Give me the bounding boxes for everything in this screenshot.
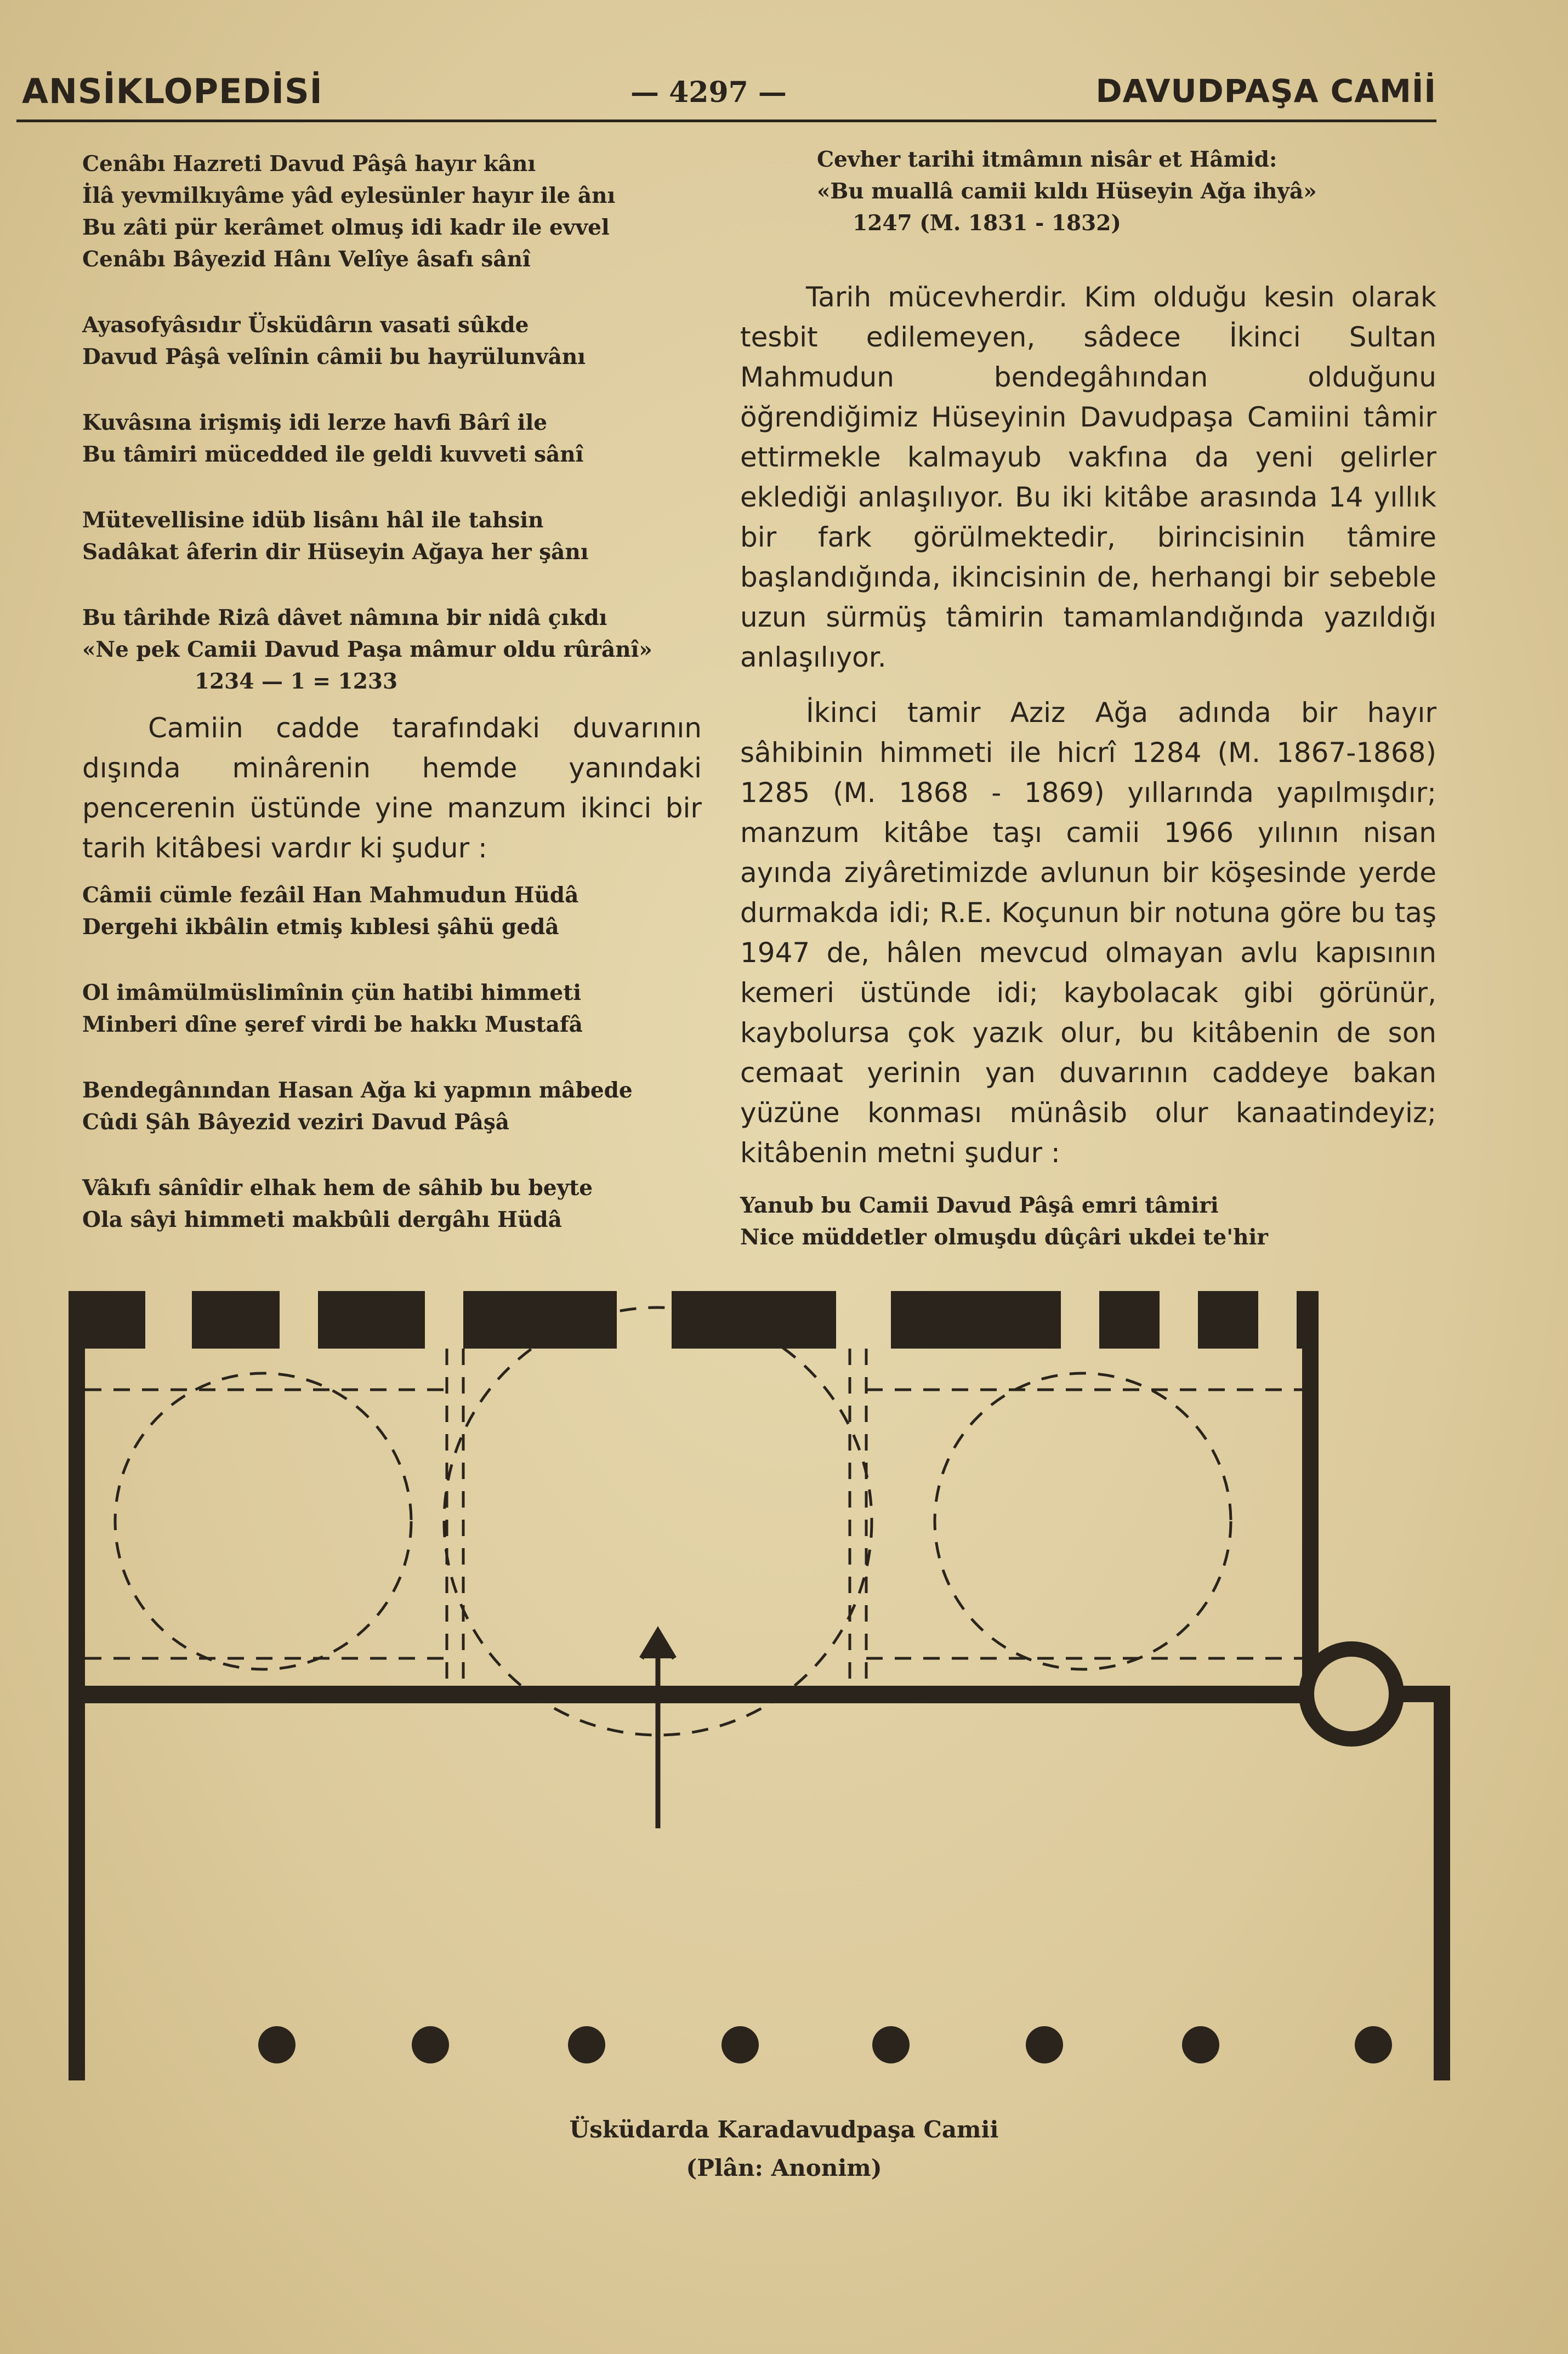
poem-line: Bu zâti pür kerâmet olmuş idi kadr ile evvel bbox=[82, 215, 610, 240]
poem-date: 1247 (M. 1831 - 1832) bbox=[853, 211, 1121, 236]
figure-caption bbox=[0, 2111, 1568, 2187]
poem-line: Bu tâmiri mücedded ile geldi kuvveti sânî bbox=[82, 442, 584, 467]
left-column bbox=[82, 148, 702, 1270]
poem-line: Câmii cümle fezâil Han Mahmudun Hüdâ bbox=[82, 883, 579, 908]
poem-line: Ayasofyâsıdır Üsküdârın vasati sûkde bbox=[82, 312, 529, 338]
floor-plan-drawing bbox=[69, 1291, 1450, 2080]
poem-date: 1234 — 1 = 1233 bbox=[194, 669, 398, 694]
poem-stanza bbox=[82, 602, 702, 697]
poem-line: Ol imâmülmüslimînin çün hatibi himmeti bbox=[82, 980, 582, 1005]
poem-line: Kuvâsına irişmiş idi lerze havfi Bârî ile bbox=[82, 410, 548, 435]
poem-line: İlâ yevmilkıyâme yâd eylesünler hayır ile ânı bbox=[82, 183, 616, 208]
poem-line: Minberi dîne şeref virdi be hakkı Mustafâ bbox=[82, 1012, 583, 1037]
poem-line: Yanub bu Camii Davud Pâşâ emri tâmiri bbox=[740, 1193, 1219, 1218]
poem-inscription-2 bbox=[82, 879, 702, 1236]
poem-stanza bbox=[82, 309, 702, 373]
page-header bbox=[0, 60, 1568, 121]
header-rule bbox=[16, 120, 1436, 122]
poem-line: Bu târihde Rizâ dâvet nâmına bir nidâ çıkdı bbox=[82, 605, 607, 630]
page-number: — 4297 — bbox=[630, 76, 787, 109]
poem-stanza bbox=[82, 148, 702, 275]
left-prose bbox=[82, 708, 702, 868]
poem-line: Cûdi Şâh Bâyezid veziri Davud Pâşâ bbox=[82, 1110, 510, 1135]
poem-stanza bbox=[82, 504, 702, 568]
poem-line: Vâkıfı sânîdir elhak hem de sâhib bu beyte bbox=[82, 1175, 593, 1201]
poem-stanza bbox=[82, 977, 702, 1040]
right-column bbox=[740, 144, 1436, 1253]
header-encyclopedia: ANSİKLOPEDİSİ bbox=[22, 71, 323, 111]
paragraph: İkinci tamir Aziz Ağa adında bir hayır sâhibinin himmeti ile hicrî 1284 (M. 1867-1868) 1285 (M. 1868 - 1869) yıllarında yapılmışdır; manzum kitâbe taşı camii 1966 yılının nisan ayında ziyâretimizde avlunun bir köşesinde yerde durmakda idi; R.E. Koçunun bir notuna göre bu taş 1947 de, hâlen mevcud olmayan avlu kapısının kemeri üstünde idi; kaybolacak gibi görünür, kaybolursa çok yazık olur, bu kitâbenin de son cemaat yerinin yan duvarının caddeye bakan yüzüne konması münâsib olur kanaatindeyiz; kitâbenin metni şudur : bbox=[740, 697, 1436, 1169]
poem-stanza bbox=[82, 1074, 702, 1138]
poem-line: Ola sâyi himmeti makbûli dergâhı Hüdâ bbox=[82, 1207, 562, 1232]
paragraph: Tarih mücevherdir. Kim olduğu kesin olarak tesbit edilemeyen, sâdece İkinci Sultan Mahmudun bendegâhından olduğunu öğrendiğimiz Hüseyinin Davudpaşa Camiini tâmir ettirmekle kalmayub vakfına da yeni gelirler eklediği anlaşılıyor. Bu iki kitâbe arasında 14 yıllık bir fark görülmektedir, birincisinin tâmire başlandığında, ikincisinin de, herhangi bir sebeble uzun sürmüş tâmirin tamamlandığında yazıldığı anlaşılıyor. bbox=[740, 281, 1436, 673]
poem-line: Cevher tarihi itmâmın nisâr et Hâmid: bbox=[817, 147, 1277, 172]
caption-title: Üsküdarda Karadavudpaşa Camii bbox=[569, 2116, 999, 2143]
poem-cevher bbox=[817, 144, 1436, 239]
poem-inscription-3 bbox=[740, 1190, 1436, 1253]
poem-stanza bbox=[82, 1172, 702, 1236]
header-article-title: DAVUDPAŞA CAMİİ bbox=[1095, 72, 1436, 110]
poem-line: Mütevellisine idüb lisânı hâl ile tahsin bbox=[82, 508, 544, 533]
poem-line: Bendegânından Hasan Ağa ki yapmın mâbede bbox=[82, 1078, 633, 1103]
poem-line: Sadâkat âferin dir Hüseyin Ağaya her şânı bbox=[82, 539, 589, 565]
poem-stanza bbox=[82, 407, 702, 470]
poem-line: Cenâbı Bâyezid Hânı Velîye âsafı sânî bbox=[82, 247, 531, 272]
right-prose bbox=[740, 277, 1436, 1173]
poem-line: «Bu muallâ camii kıldı Hüseyin Ağa ihyâ» bbox=[817, 179, 1317, 204]
caption-credit: (Plân: Anonim) bbox=[686, 2154, 882, 2181]
poem-stanza bbox=[82, 879, 702, 943]
paragraph: Camiin cadde tarafındaki duvarının dışında minârenin hemde yanındaki pencerenin üstünde yine manzum ikinci bir tarih kitâbesi vardır ki şudur : bbox=[82, 712, 702, 864]
poem-line: Cenâbı Hazreti Davud Pâşâ hayır kânı bbox=[82, 151, 536, 177]
poem-line: Nice müddetler olmuşdu dûçâri ukdei te'hir bbox=[740, 1225, 1268, 1250]
poem-line: Dergehi ikbâlin etmiş kıblesi şâhü gedâ bbox=[82, 914, 559, 940]
poem-line: Davud Pâşâ velînin câmii bu hayrülunvânı bbox=[82, 344, 586, 369]
poem-line: «Ne pek Camii Davud Paşa mâmur oldu rûrânî» bbox=[82, 637, 652, 662]
poem-inscription-1 bbox=[82, 148, 702, 697]
